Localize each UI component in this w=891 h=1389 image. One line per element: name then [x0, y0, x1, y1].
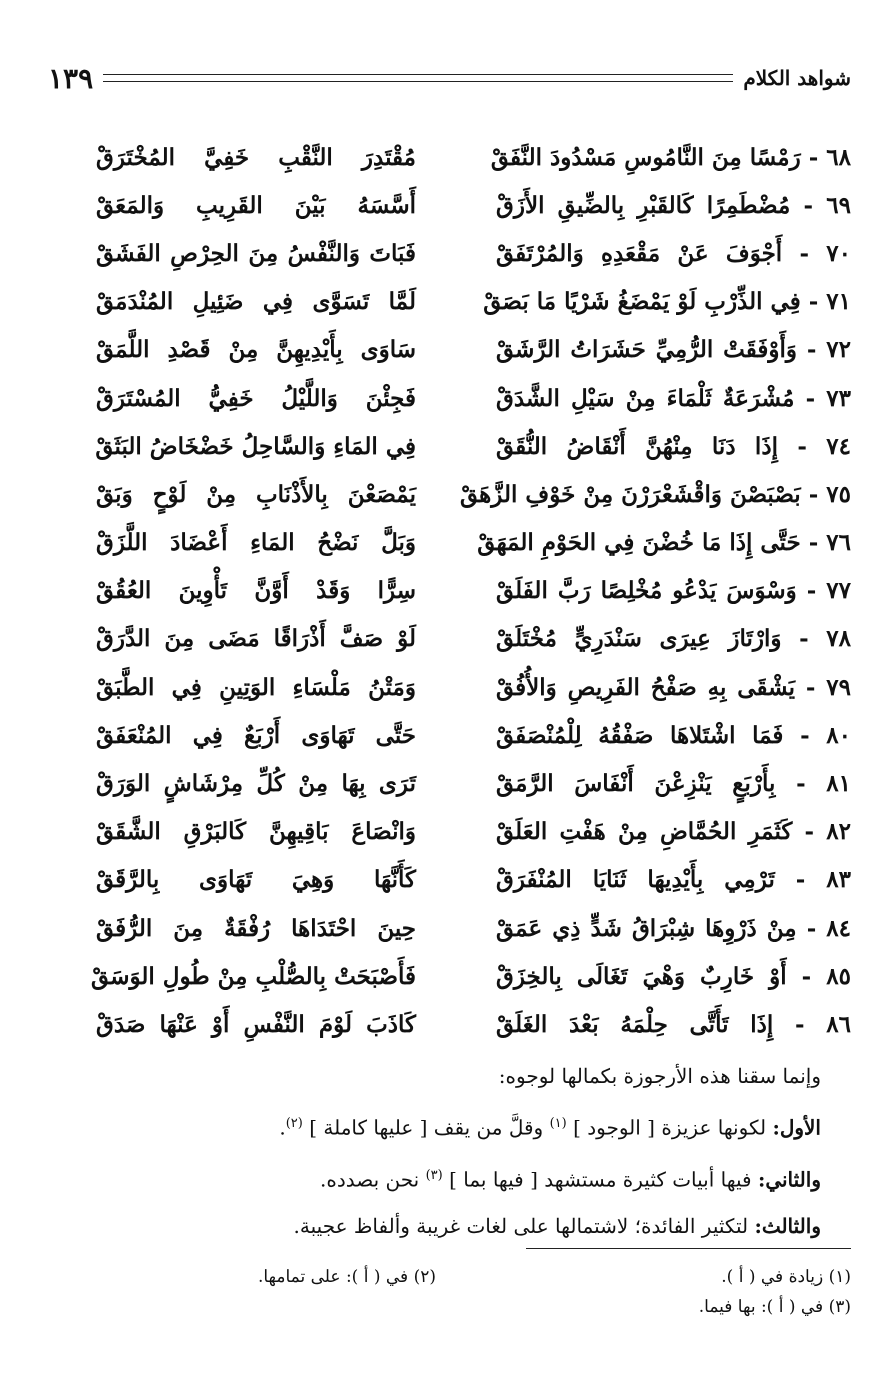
verse-second-hemistich: يَمْصَعْنَ بِالأَذْنَابِ مِنْ لَوْحٍ وَبَقْ [96, 480, 416, 508]
verse-row [95, 711, 851, 759]
prose-intro: وإنما سقنا هذه الأرجوزة بكمالها لوجوه: [498, 1064, 821, 1088]
verse-first-hemistich [496, 866, 851, 893]
reason-second-text-b: نحن بصدده. [320, 1167, 426, 1192]
verse-first-hemistich-text: فَمَا اشْتَلاهَا صَفْقُهُ لِلْمُنْصَفَقْ [496, 721, 784, 749]
verse-number: ٦٨ - [808, 143, 851, 171]
verse-first-hemistich-text: أَوْ خَارِبٌ وَهْيَ تَغَالَى بِالخِزَقْ [496, 962, 787, 990]
footnote-1: (١) زيادة في ( أ ). [721, 1267, 851, 1287]
verse-first-hemistich [496, 192, 851, 219]
verse-row [95, 181, 851, 229]
verse-first-hemistich-text: إِذَا تَأَتَّى حِلْمَهُ بَعْدَ الغَلَقْ [496, 1010, 774, 1038]
verse-row [95, 278, 851, 326]
verse-second-hemistich: مُقْتَدِرَ النَّقْبِ خَفِيَّ المُخْتَرَقْ [96, 143, 416, 171]
footnote-3: (٣) في ( أ ): بها فيما. [698, 1297, 851, 1317]
reason-third [60, 1203, 821, 1250]
verse-number: ٧١ - [808, 288, 851, 316]
verse-row [95, 326, 851, 374]
verse-number: ٨٥ - [801, 962, 851, 990]
verse-first-hemistich-text: مُضْطَمِرًا كَالقَبْرِ بِالضِّيقِ الأَزَقْ [496, 191, 791, 219]
verse-row [95, 567, 851, 615]
verse-second-hemistich: تَرَى بِهَا مِنْ كُلِّ مِرْشَاشٍ الوَرَقْ [96, 770, 416, 798]
verse-first-hemistich [496, 385, 851, 412]
page-number: ١٣٩ [48, 61, 94, 95]
verse-number: ٦٩ - [803, 191, 852, 219]
verse-first-hemistich-text: كَثَمَرِ الحُمَّاضِ مِنْ هَفْتِ العَلَقْ [496, 818, 793, 846]
verse-second-hemistich: فَبَاتَ وَالنَّفْسُ مِنَ الحِرْصِ الفَشَقْ [96, 239, 416, 267]
reason-second-lead: والثاني: [757, 1167, 821, 1192]
verse-second-hemistich: لَوْ صَفَّ أَذْرَاقًا مَضَى مِنَ الدَّرَقْ [96, 625, 416, 653]
verse-second-hemistich: كَأَنَّهَا وَهِيَ تَهَاوَى بِالرَّقَقْ [96, 866, 416, 894]
verse-first-hemistich-text: مُشْرَعَةٌ ثَلْمَاءَ مِنْ سَيْلِ الشَّدَقْ [496, 384, 795, 412]
verse-number: ٧٥ - [808, 480, 851, 508]
verse-first-hemistich-text: بَصْبَصْنَ وَاقْشَعْرَرْنَ مِنْ خَوْفِ الزَّهَقْ [459, 480, 801, 508]
verse-first-hemistich [496, 722, 851, 749]
reason-first-end: . [279, 1115, 286, 1140]
reason-second [60, 1152, 821, 1204]
verse-second-hemistich: فَجِئْنَ وَاللَّيْلُ خَفِيُّ المُسْتَرَقْ [96, 384, 416, 412]
verse-row [95, 229, 851, 277]
verse-first-hemistich [496, 818, 851, 845]
verse-second-hemistich: وَمَتْنُ مَلْسَاءِ الوَتِينِ فِي الطَّبَقْ [96, 673, 416, 701]
footnote-rule [526, 1248, 851, 1249]
verse-second-hemistich: حِينَ احْتَدَاهَا رُفْقَةٌ مِنَ الرُّفَقْ [96, 914, 416, 942]
footnote-ref-3: (٣) [425, 1167, 443, 1183]
verse-row [95, 808, 851, 856]
verse-second-hemistich: لَمَّا تَسَوَّى فِي ضَئِيلِ المُنْدَمَقْ [96, 288, 416, 316]
verse-first-hemistich [496, 1011, 851, 1038]
verse-first-hemistich-text: وَأَوْفَقَتْ الرُّمِيِّ حَشَرَاتُ الرَّشَقْ [496, 336, 797, 364]
verse-first-hemistich-text: فِي الذِّرْبِ لَوْ يَمْضَغُ شَرْيًا مَا بَصَقْ [483, 288, 801, 316]
verse-first-hemistich [496, 336, 851, 363]
verse-first-hemistich-text: مِنْ ذَرْوِهَا شِبْرَاقُ شَدٍّ ذِي عَمَقْ [496, 914, 797, 942]
footnote-2: (٢) في ( أ ): على تمامها. [257, 1267, 436, 1287]
page-header [48, 60, 851, 96]
reason-first-lead: الأول: [772, 1115, 821, 1140]
verse-first-hemistich [477, 529, 851, 557]
verse-number: ٧٢ - [806, 336, 852, 364]
verse-first-hemistich [483, 288, 851, 316]
verse-row [95, 904, 851, 952]
verse-first-hemistich [496, 963, 851, 990]
footnote-row [60, 1292, 851, 1322]
verse-first-hemistich [496, 674, 851, 701]
verse-first-hemistich-text: وَارْتَازَ عِيرَى سَنْدَرِيٍّ مُخْتَلَقْ [496, 625, 782, 653]
verse-first-hemistich-text: إِذَا دَنَا مِنْهُنَّ أَنْقَاضُ النُّقَقْ [496, 432, 778, 460]
verse-second-hemistich: وَبَلَّ نَضْحُ المَاءِ أَعْضَادَ اللَّزَقْ [96, 529, 416, 557]
verse-row [95, 470, 851, 518]
reason-second-text-a: فيها أبيات كثيرة مستشهد [ فيها بما ] [442, 1167, 758, 1192]
verse-number: ٨١ - [796, 770, 851, 798]
header-rule [103, 74, 733, 82]
verse-row [95, 519, 851, 567]
verse-number: ٧٣ - [805, 384, 851, 412]
verse-number: ٧٨ - [799, 625, 851, 653]
verse-row [95, 374, 851, 422]
verse-second-hemistich: فَأَصْبَحَتْ بِالصُّلْبِ مِنْ طُولِ الوَسَقْ [91, 962, 416, 990]
verse-second-hemistich: سِرًّا وَقَدْ أَوَّنَّ تَأْوِينَ العُقُقْ [96, 577, 416, 605]
poem-verses [91, 133, 852, 1049]
verse-number: ٧٦ - [808, 529, 851, 557]
reason-first-text-b: وقلَّ من يقف [ عليها كاملة ] [302, 1115, 550, 1140]
reason-first [60, 1100, 821, 1152]
verse-second-hemistich: وَانْصَاعَ بَاقِيهِنَّ كَالبَرْقِ الشَّقَقْ [96, 818, 416, 846]
verse-number: ٧٩ - [805, 673, 851, 701]
verse-first-hemistich [496, 577, 851, 604]
verse-first-hemistich-text: تَرْمِي بِأَيْدِيهَا ثَنَايَا المُنْفَرَقْ [496, 866, 775, 894]
footnote-ref-1: (١) [549, 1116, 567, 1131]
verse-first-hemistich [490, 143, 851, 171]
verse-row [95, 759, 851, 807]
verse-second-hemistich: أَسَّسَهُ بَيْنَ القَرِيبِ وَالمَعَقْ [96, 191, 416, 219]
verse-first-hemistich [496, 625, 851, 652]
verse-first-hemistich-text: أَجْوَفَ عَنْ مَقْعَدِهِ وَالمُرْتَفَقْ [496, 239, 783, 267]
footnote-ref-2: (٢) [285, 1116, 303, 1131]
verse-row [91, 952, 851, 1000]
verse-row [95, 422, 851, 470]
verse-first-hemistich [496, 240, 851, 267]
reason-third-text: لتكثير الفائدة؛ لاشتمالها على لغات غريبة وألفاظ عجيبة. [293, 1214, 755, 1239]
verse-row [95, 663, 851, 711]
verse-number: ٧٤ - [797, 432, 852, 460]
verse-first-hemistich [496, 770, 851, 797]
verse-second-hemistich: فِي المَاءِ وَالسَّاحِلُ خَضْخَاضُ البَثَقْ [95, 432, 416, 460]
verse-number: ٨٠ - [800, 721, 851, 749]
footnote-row [60, 1262, 851, 1292]
verse-number: ٨٣ - [795, 866, 851, 894]
verse-number: ٧٧ - [806, 577, 851, 605]
verse-number: ٨٦ - [794, 1010, 851, 1038]
verse-row [95, 615, 851, 663]
verse-number: ٧٠ - [799, 239, 851, 267]
reason-third-lead: والثالث: [754, 1214, 821, 1239]
verse-first-hemistich-text: حَتَّى إِذَا مَا خُضْنَ فِي الحَوْمِ المَهَقْ [477, 529, 801, 557]
verse-second-hemistich: كَاذَبَ لَوْمَ النَّفْسِ أَوْ عَنْهَا صَدَقْ [96, 1010, 416, 1038]
verse-first-hemistich-text: وَسْوَسَ يَدْعُو مُخْلِصًا رَبَّ الفَلَقْ [496, 577, 797, 605]
verse-first-hemistich [459, 480, 851, 508]
footnotes [60, 1262, 851, 1322]
verse-number: ٨٢ - [804, 818, 851, 846]
verse-row [95, 133, 851, 181]
verse-second-hemistich: حَتَّى تَهَاوَى أَرْبَعٌ فِي المُنْعَفَقْ [96, 721, 416, 749]
verse-first-hemistich [496, 915, 851, 942]
verse-number: ٨٤ - [806, 914, 852, 942]
verse-second-hemistich: سَاوَى بِأَيْدِيهِنَّ مِنْ قَصْدِ اللَّمَقْ [96, 336, 416, 364]
running-title: شواهد الكلام [743, 66, 851, 90]
verse-row [95, 856, 851, 904]
verse-first-hemistich [496, 433, 851, 460]
reason-first-text-a: لكونها عزيزة [ الوجود ] [566, 1115, 773, 1140]
prose-section [60, 1053, 821, 1250]
verse-first-hemistich-text: يَشْقَى بِهِ صَفْحُ الفَرِيصِ وَالأُفُقْ [496, 673, 795, 701]
verse-row [95, 1000, 851, 1048]
verse-first-hemistich-text: رَمْسًا مِنَ النَّامُوسِ مَسْدُودَ النَّفَقْ [490, 143, 801, 171]
verse-first-hemistich-text: بِأَرْبَعٍ يَنْزِعْنَ أَنْفَاسَ الرَّمَقْ [496, 770, 776, 798]
